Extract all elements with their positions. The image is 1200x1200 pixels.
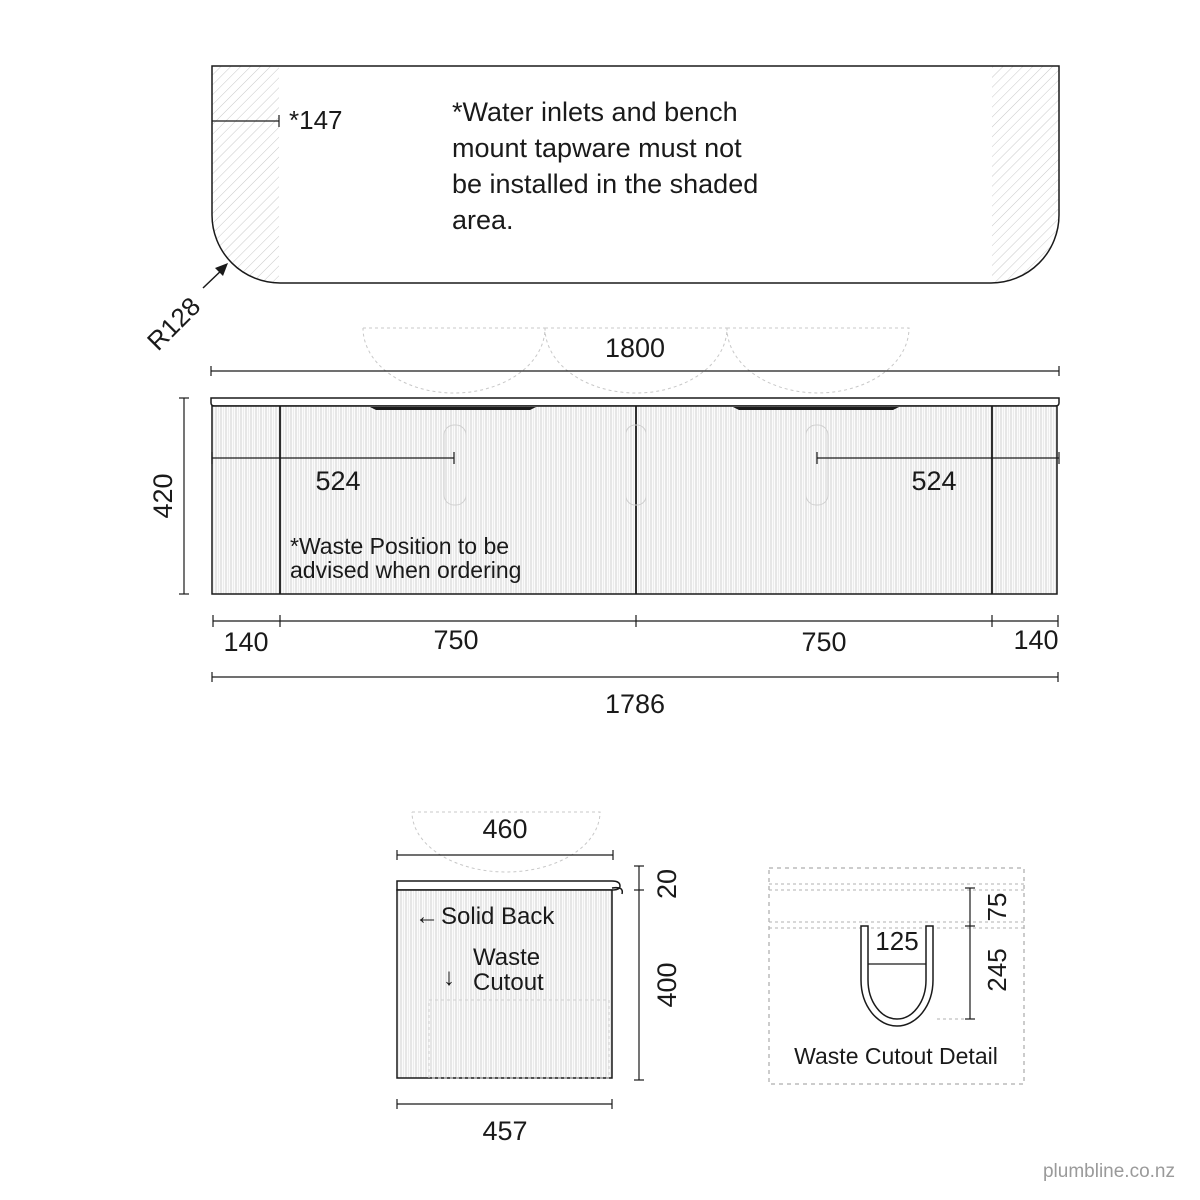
handle-left: [370, 407, 536, 410]
detail-title: Waste Cutout Detail: [794, 1043, 998, 1069]
front-view: [148, 328, 1059, 719]
note-line-4: area.: [452, 205, 514, 235]
side-benchtop: [397, 881, 620, 890]
solid-back-arrow-icon: ←: [415, 903, 439, 930]
dim-1786-label: 1786: [604, 689, 666, 719]
dim-245-label: 245: [982, 948, 1012, 992]
waste-cutout-detail: [769, 868, 1024, 1084]
dim-140-left-label: 140: [223, 627, 269, 657]
radius-label: R128: [141, 291, 207, 357]
dim-750-right-label: 750: [801, 627, 847, 657]
note-line-2: mount tapware must not: [452, 133, 742, 163]
dim-400-label: 400: [652, 962, 682, 1008]
solid-back-label: Solid Back: [441, 903, 555, 930]
dim-75-label: 75: [982, 892, 1012, 922]
dim-460-label: 460: [482, 814, 528, 844]
waste-note-line-2: advised when ordering: [290, 557, 522, 583]
dim-457-label: 457: [482, 1116, 528, 1146]
front-benchtop: [211, 398, 1059, 406]
dim-125-label: 125: [875, 926, 919, 956]
note-line-1: *Water inlets and bench: [452, 97, 738, 127]
basin-outline-right: [727, 328, 909, 393]
handle-right: [733, 407, 899, 410]
dim-750-left-label: 750: [433, 625, 479, 655]
dim-524-left-label: 524: [315, 466, 361, 496]
side-view: [397, 812, 682, 1146]
note-line-3: be installed in the shaded: [452, 169, 759, 199]
waste-cutout-label-line-1: Waste: [473, 944, 541, 971]
top-view: [141, 66, 1059, 356]
basin-outline-left: [363, 328, 545, 393]
dim-20-label: 20: [652, 868, 682, 900]
dim-1800-label: 1800: [604, 333, 666, 363]
dim-140-right-label: 140: [1013, 625, 1059, 655]
waste-cutout-label-line-2: Cutout: [473, 969, 544, 996]
dim-524-right-label: 524: [911, 466, 957, 496]
waste-cutout-arrow-icon: ↓: [443, 964, 455, 991]
inset-label: *147: [289, 105, 343, 135]
dim-420-label: 420: [148, 473, 178, 519]
watermark: plumbline.co.nz: [1042, 1161, 1175, 1182]
waste-note-line-1: *Waste Position to be: [290, 533, 510, 559]
